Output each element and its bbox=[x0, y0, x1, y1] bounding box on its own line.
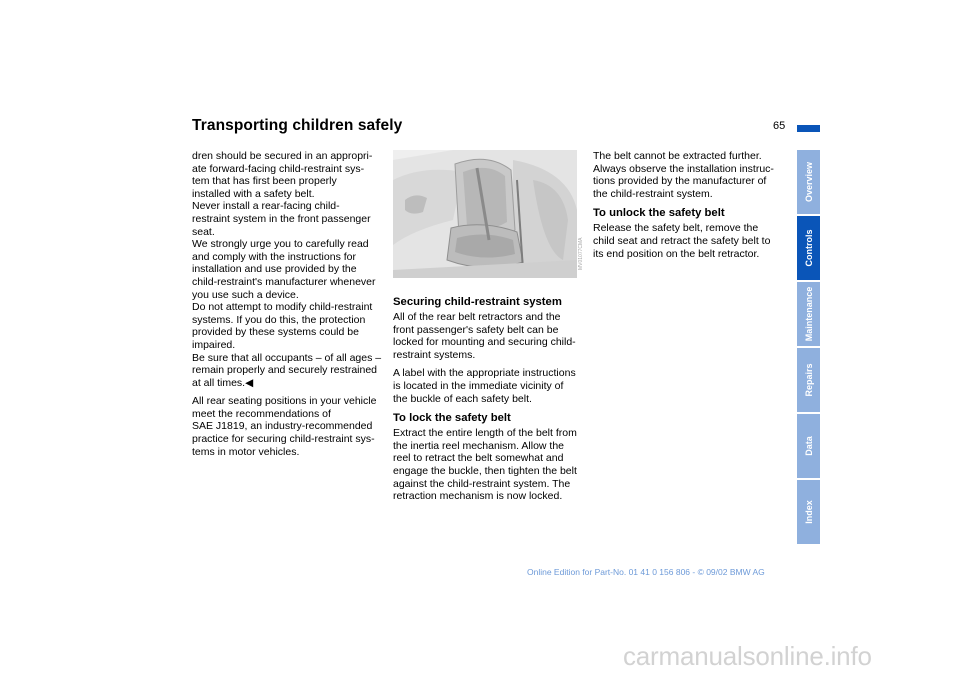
text-line: practice for securing child-restraint sys- bbox=[192, 433, 375, 446]
text-line: SAE J1819, an industry-recommended bbox=[192, 420, 373, 433]
text-line: systems. If you do this, the protection bbox=[192, 313, 366, 326]
text-line: provided by these systems could be bbox=[192, 326, 359, 339]
tab-index[interactable] bbox=[797, 480, 820, 544]
text-line: child-restraint's manufacturer whenever bbox=[192, 275, 376, 288]
tab-index-label: Index bbox=[803, 500, 814, 524]
text-line: tems in motor vehicles. bbox=[192, 445, 300, 458]
paragraph-child-restraint-intro bbox=[192, 150, 384, 200]
text-column-left bbox=[192, 150, 384, 458]
text-line: restraint systems. bbox=[393, 348, 476, 361]
paragraph-lock-procedure bbox=[393, 427, 585, 503]
page-number-bar bbox=[797, 125, 820, 132]
child-seat-illustration bbox=[393, 150, 577, 278]
paragraph-label-location bbox=[393, 367, 585, 405]
tab-data[interactable] bbox=[797, 414, 820, 478]
tab-overview[interactable] bbox=[797, 150, 820, 214]
text-line: is located in the immediate vicinity of bbox=[393, 379, 564, 392]
footer-edition-note: Online Edition for Part-No. 01 41 0 156 806 - © 09/02 BMW AG bbox=[527, 567, 765, 577]
text-line: Be sure that all occupants – of all ages – bbox=[192, 351, 382, 364]
text-line: child seat and retract the safety belt to bbox=[593, 234, 771, 247]
text-column-middle bbox=[393, 295, 585, 503]
paragraph-sae-j1819 bbox=[192, 395, 384, 458]
text-line: tions provided by the manufacturer of bbox=[593, 175, 767, 188]
text-line: against the child-restraint system. The bbox=[393, 477, 571, 490]
text-line: the buckle of each safety belt. bbox=[393, 392, 532, 405]
text-line: its end position on the belt retractor. bbox=[593, 247, 760, 260]
text-line: installed with a safety belt. bbox=[192, 187, 315, 200]
paragraph-read-instructions bbox=[192, 238, 384, 301]
text-column-right bbox=[593, 150, 789, 260]
heading-unlock-safety-belt: To unlock the safety belt bbox=[593, 207, 725, 220]
paragraph-belt-retractors bbox=[393, 311, 585, 361]
tab-repairs-label: Repairs bbox=[803, 363, 814, 397]
text-line: locked for mounting and securing child- bbox=[393, 336, 576, 349]
section-tabs bbox=[797, 150, 820, 546]
paragraph-rear-facing-warning bbox=[192, 200, 384, 238]
text-line: restraint system in the front passenger bbox=[192, 212, 371, 225]
text-line: All of the rear belt retractors and the bbox=[393, 311, 561, 323]
tab-maintenance[interactable] bbox=[797, 282, 820, 346]
text-line: A label with the appropriate instructions bbox=[393, 367, 576, 380]
text-line: All rear seating positions in your vehicle bbox=[192, 395, 377, 408]
text-line: the inertia reel mechanism. Allow the bbox=[393, 439, 564, 452]
text-line: We strongly urge you to carefully read bbox=[192, 238, 369, 251]
text-line: remain properly and securely restrained bbox=[192, 364, 378, 377]
paragraph-unlock-procedure bbox=[593, 222, 789, 260]
text-line: reel to retract the belt somewhat and bbox=[393, 452, 564, 465]
text-line: Always observe the installation instruc- bbox=[593, 162, 774, 175]
text-line: Extract the entire length of the belt from bbox=[393, 427, 577, 440]
text-line: Do not attempt to modify child-restraint bbox=[192, 301, 373, 314]
text-line: and comply with the instructions for bbox=[192, 250, 356, 263]
tab-overview-label: Overview bbox=[803, 161, 814, 203]
figure-code: MV01077CMA bbox=[578, 237, 584, 270]
watermark: carmanualsonline.info bbox=[623, 641, 872, 671]
text-line: dren should be secured in an appropri- bbox=[192, 150, 373, 162]
heading-securing-child-restraint: Securing child-restraint system bbox=[393, 296, 562, 308]
page-title: Transporting children safely bbox=[192, 117, 403, 134]
text-line: engage the buckle, then tighten the belt bbox=[393, 464, 577, 477]
paragraph-occupants-restrained bbox=[192, 352, 384, 390]
text-line: tem that has first been properly bbox=[192, 175, 337, 188]
child-seat-image bbox=[393, 150, 577, 278]
text-line: front passenger's safety belt can be bbox=[393, 323, 559, 336]
text-line: retraction mechanism is now locked. bbox=[393, 490, 563, 503]
tab-repairs[interactable] bbox=[797, 348, 820, 412]
paragraph-do-not-modify bbox=[192, 301, 384, 351]
text-line: impaired. bbox=[192, 338, 236, 351]
tab-data-label: Data bbox=[803, 436, 814, 456]
text-line: Never install a rear-facing child- bbox=[192, 200, 340, 213]
text-line: The belt cannot be extracted further. bbox=[593, 150, 762, 162]
text-line: you use such a device. bbox=[192, 288, 299, 301]
text-line: installation and use provided by the bbox=[192, 263, 357, 276]
text-line: Release the safety belt, remove the bbox=[593, 222, 759, 235]
paragraph-belt-cannot-extract bbox=[593, 150, 789, 200]
text-line: the child-restraint system. bbox=[593, 187, 713, 200]
page-number: 65 bbox=[773, 120, 786, 132]
heading-lock-safety-belt: To lock the safety belt bbox=[393, 412, 511, 425]
text-line: ate forward-facing child-restraint sys- bbox=[192, 162, 365, 175]
tab-maintenance-label: Maintenance bbox=[803, 286, 814, 342]
tab-controls-label: Controls bbox=[803, 229, 814, 267]
text-line: at all times.◀ bbox=[192, 376, 254, 389]
text-line: meet the recommendations of bbox=[192, 407, 331, 420]
tab-controls[interactable] bbox=[797, 216, 820, 280]
text-line: seat. bbox=[192, 225, 215, 238]
